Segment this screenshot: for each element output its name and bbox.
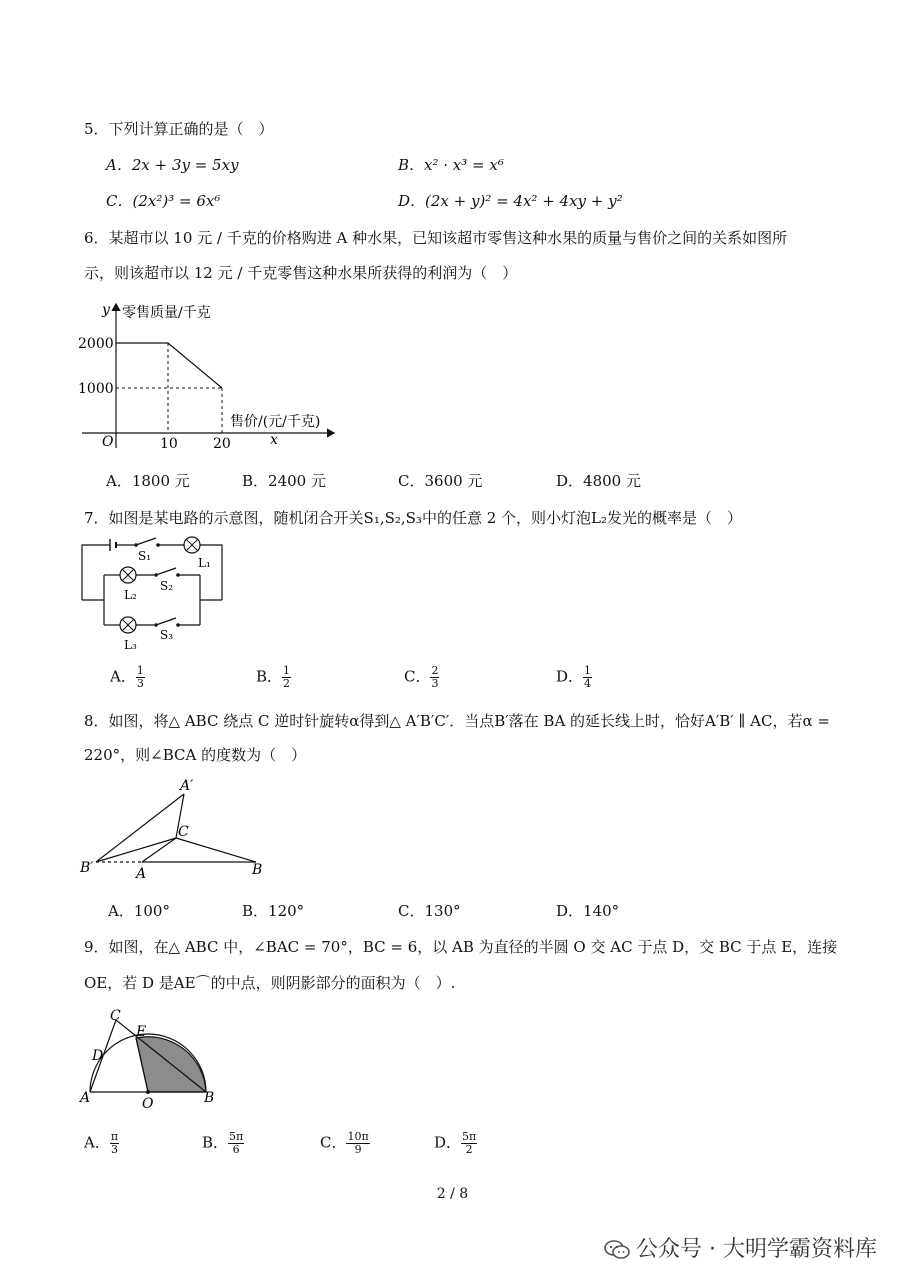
q5-option-b: B．x² · x³ = x⁶ bbox=[398, 156, 504, 174]
q9-option-a-fraction: $\frac{\pi}{3}$ bbox=[110, 1130, 119, 1156]
q7-stem: 7．如图是某电路的示意图，随机闭合开关S₁,S₂,S₃中的任意 2 个，则小灯泡L₂发光的概率是（ ） bbox=[84, 509, 743, 527]
y-axis-letter: y bbox=[102, 302, 110, 318]
q7-option-c-fraction: $\frac{2}{3}$ bbox=[431, 664, 439, 690]
q6-stem-line2: 示，则该超市以 12 元 / 千克零售这种水果所获得的利润为（ ） bbox=[84, 264, 518, 282]
q9-option-b-letter: B． bbox=[202, 1133, 229, 1152]
label-e: E bbox=[136, 1024, 147, 1040]
q7-option-b bbox=[256, 665, 291, 690]
label-b: B bbox=[252, 862, 263, 878]
label-s1: S₁ bbox=[138, 549, 152, 563]
segment-c-b bbox=[176, 838, 256, 862]
label-d: D bbox=[92, 1048, 104, 1064]
q9-option-b-fraction: $\frac{5\pi}{6}$ bbox=[229, 1130, 244, 1156]
q8-stem-line2: 220°，则∠BCA 的度数为（ ） bbox=[84, 746, 307, 764]
label-a: A bbox=[136, 866, 147, 880]
q6-option-b: B．2400 元 bbox=[242, 472, 326, 490]
q9-option-c bbox=[320, 1131, 370, 1156]
q9-option-d bbox=[434, 1131, 477, 1156]
q8-option-a: A．100° bbox=[108, 902, 170, 920]
label-b: B bbox=[204, 1090, 215, 1106]
q5-option-c: C．(2x²)³ = 6x⁶ bbox=[106, 192, 221, 210]
label-b-prime: B′ bbox=[80, 860, 94, 876]
switch-s1 bbox=[136, 538, 156, 545]
label-a: A bbox=[80, 1090, 91, 1106]
q9-stem-line2: OE，若 D 是AE⌒的中点，则阴影部分的面积为（ ）. bbox=[84, 974, 456, 992]
label-l2: L₂ bbox=[124, 588, 137, 602]
q8-rotation-figure bbox=[78, 776, 278, 880]
q8-option-c: C．130° bbox=[398, 902, 461, 920]
x-axis-letter: x bbox=[270, 432, 278, 448]
q6-option-a: A．1800 元 bbox=[106, 472, 190, 490]
q8-option-b: B．120° bbox=[242, 902, 305, 920]
q8-option-d: D．140° bbox=[556, 902, 620, 920]
q7-option-c bbox=[404, 665, 439, 690]
graph-line bbox=[116, 343, 222, 388]
label-c: C bbox=[110, 1008, 121, 1024]
x-tick-20: 20 bbox=[213, 436, 231, 452]
y-tick-2000: 2000 bbox=[78, 336, 114, 352]
q7-option-d bbox=[556, 665, 592, 690]
label-o: O bbox=[142, 1096, 154, 1112]
q7-option-d-fraction: $\frac{1}{4}$ bbox=[584, 664, 592, 690]
label-c: C bbox=[178, 824, 189, 840]
q9-option-b bbox=[202, 1131, 244, 1156]
label-l1: L₁ bbox=[198, 556, 211, 570]
q9-option-a-letter: A． bbox=[84, 1133, 110, 1152]
label-s3: S₃ bbox=[160, 628, 174, 642]
q9-stem-line1: 9．如图，在△ ABC 中，∠BAC = 70°，BC = 6，以 AB 为直径的半圆 O 交 AC 于点 D，交 BC 于点 E，连接 bbox=[84, 938, 838, 956]
segment-b-prime-c bbox=[96, 838, 176, 862]
x-tick-10: 10 bbox=[160, 436, 178, 452]
label-l3: L₃ bbox=[124, 638, 137, 652]
q9-option-a bbox=[84, 1131, 119, 1156]
watermark-text: 公众号 · 大明学霸资料库 bbox=[636, 1237, 877, 1262]
y-axis-label: 零售质量/千克 bbox=[122, 305, 211, 321]
q7-option-d-letter: D． bbox=[556, 667, 584, 686]
q9-semicircle-figure bbox=[78, 1004, 228, 1114]
q7-option-b-fraction: $\frac{1}{2}$ bbox=[283, 664, 291, 690]
q6-option-d: D．4800 元 bbox=[556, 472, 641, 490]
switch-s2 bbox=[156, 568, 176, 575]
q9-option-c-letter: C． bbox=[320, 1133, 347, 1152]
switch-s3 bbox=[156, 618, 176, 625]
origin-label: O bbox=[102, 434, 114, 450]
q5-stem: 5．下列计算正确的是（ ） bbox=[84, 120, 274, 138]
q7-option-a bbox=[110, 665, 145, 690]
q5-option-a: A．2x + 3y = 5xy bbox=[106, 156, 239, 174]
segment-a-prime-b-prime bbox=[96, 794, 184, 862]
q6-price-quantity-graph bbox=[72, 296, 352, 456]
wechat-icon bbox=[604, 1240, 630, 1260]
q7-option-a-letter: A． bbox=[110, 667, 136, 686]
q6-option-c: C．3600 元 bbox=[398, 472, 483, 490]
q7-option-c-letter: C． bbox=[404, 667, 431, 686]
q9-option-d-letter: D． bbox=[434, 1133, 462, 1152]
y-tick-1000: 1000 bbox=[78, 381, 114, 397]
q8-stem-line1: 8．如图，将△ ABC 绕点 C 逆时针旋转α得到△ A′B′C′．当点B′落在 BA 的延长线上时，恰好A′B′ ∥ AC，若α = bbox=[84, 712, 830, 730]
q7-circuit-diagram bbox=[76, 535, 236, 655]
watermark bbox=[604, 1232, 877, 1263]
q7-option-a-fraction: $\frac{1}{3}$ bbox=[136, 664, 144, 690]
q7-option-b-letter: B． bbox=[256, 667, 283, 686]
q9-option-c-fraction: $\frac{10\pi}{9}$ bbox=[347, 1130, 369, 1156]
page-number: 2 / 8 bbox=[436, 1186, 469, 1202]
q6-stem-line1: 6．某超市以 10 元 / 千克的价格购进 A 种水果，已知该超市零售这种水果的质量与售价之间的关系如图所 bbox=[84, 229, 788, 247]
label-s2: S₂ bbox=[160, 579, 174, 593]
q5-option-d: D．(2x + y)² = 4x² + 4xy + y² bbox=[398, 192, 623, 210]
label-a-prime: A′ bbox=[180, 778, 194, 794]
center-point-o bbox=[146, 1090, 150, 1094]
q9-option-d-fraction: $\frac{5\pi}{2}$ bbox=[462, 1130, 477, 1156]
segment-a-c bbox=[142, 838, 176, 862]
x-axis-label: 售价/(元/千克) bbox=[230, 414, 321, 430]
